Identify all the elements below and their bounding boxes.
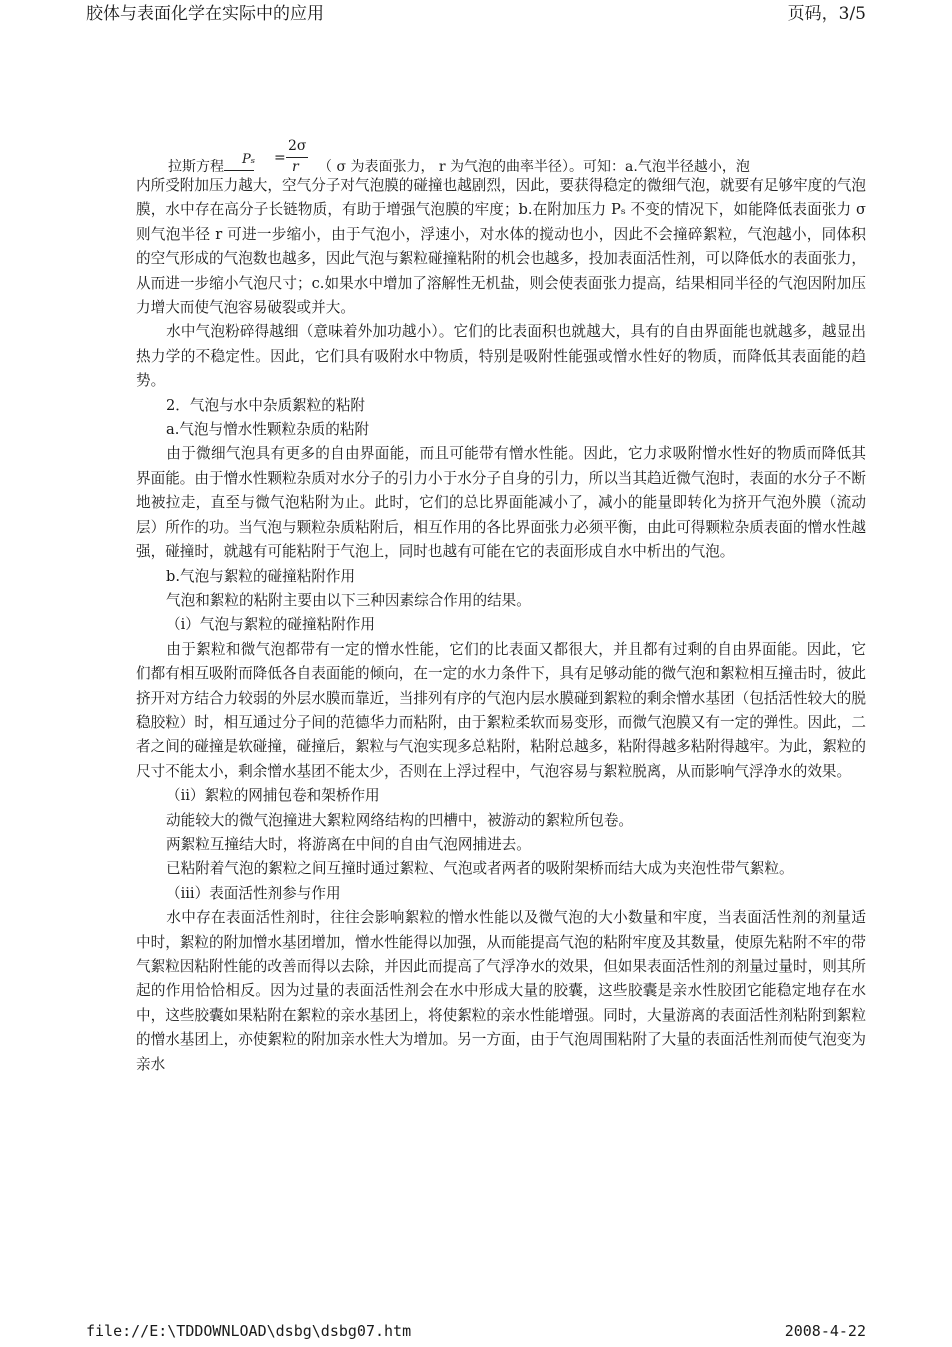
paragraph bbox=[136, 613, 866, 637]
formula-ps: Pₛ bbox=[242, 152, 256, 167]
article-body bbox=[136, 136, 866, 1077]
paragraph-text: （ⅱ）絮粒的网捕包卷和架桥作用 bbox=[166, 787, 380, 805]
paragraph bbox=[136, 320, 866, 393]
formula-equals: = bbox=[274, 150, 286, 166]
paragraph-text: 内所受附加压力越大，空气分子对气泡膜的碰撞也越剧烈，因此，要获得稳定的微细气泡，就要有足够牢度的气泡膜，水中存在高分子长链物质，有助于增强气泡膜的牢度；b.在附加压力 Pₛ 不变的情况下，如能降低表面张力 σ 则气泡半径 r 可进一步缩小，由于气泡小，浮速小，对水体的搅动也小，因此不会撞碎絮粒，气泡越小，同体积的空气形成的气泡数也越多，因此气泡与絮粒碰撞粘附的机会也越多，投加表面活性剂，可以降低水的表面张力，从而进一步缩小气泡尺寸；c.如果水中增加了溶解性无机盐，则会使表面张力提高，结果相同半径的气泡因附加压力增大而使气泡容易破裂或并大。 bbox=[136, 177, 866, 317]
paragraph-list bbox=[136, 174, 866, 1077]
fraction-bar bbox=[286, 157, 308, 158]
paragraph-text: 两絮粒互撞结大时，将游离在中间的自由气泡网捕进去。 bbox=[166, 835, 531, 853]
paragraph bbox=[136, 833, 866, 857]
formula-line bbox=[136, 136, 866, 174]
formula-tail: （ σ 为表面张力， r 为气泡的曲率半径）。可知：a.气泡半径越小，泡 bbox=[318, 159, 750, 175]
paragraph-text: 2．气泡与水中杂质絮粒的粘附 bbox=[166, 396, 366, 414]
paragraph bbox=[136, 882, 866, 906]
paragraph-text: 水中存在表面活性剂时，往往会影响絮粒的憎水性能以及微气泡的大小数量和牢度，当表面活性剂的剂量适中时，絮粒的附加憎水基团增加，憎水性能得以加强，从而能提高气泡的粘附牢度及其数量，使原先粘附不牢的带气絮粒因粘附性能的改善而得以去除，并因此而提高了气浮净水的效果，但如果表面活性剂的剂量过量时，则其所起的作用恰恰相反。因为过量的表面活性剂会在水中形成大量的胶囊，这些胶囊是亲水性胶团它能稳定地存在水中，这些胶囊如果粘附在絮粒的亲水基团上，将使絮粒的亲水性能增强。同时，大量游离的表面活性剂粘附到絮粒的憎水基团上，亦使絮粒的附加亲水性大为增加。另一方面，由于气泡周围粘附了大量的表面活性剂而使气泡变为亲水 bbox=[136, 909, 866, 1073]
paragraph-text: 由于絮粒和微气泡都带有一定的憎水性能，它们的比表面又都很大，并且都有过剩的自由界面能。因此，它们都有相互吸附而降低各自表面能的倾向，在一定的水力条件下，具有足够动能的微气泡和絮粒相互撞击时，彼此挤开对方结合力较弱的外层水膜而靠近，当排列有序的气泡内层水膜碰到絮粒的剩余憎水基团（包括活性较大的脱稳胶粒）时，相互通过分子间的范德华力而粘附，由于絮粒柔软而易变形，而微气泡膜又有一定的弹性。因此，二者之间的碰撞是软碰撞，碰撞后，絮粒与气泡实现多总粘附，粘附总越多，粘附得越多粘附得越牢。为此，絮粒的尺寸不能太小，剩余憎水基团不能太少，否则在上浮过程中，气泡容易与絮粒脱离，从而影响气浮净水的效果。 bbox=[136, 640, 866, 780]
laplace-formula bbox=[242, 138, 314, 174]
paragraph-text: （iii）表面活性剂参与作用 bbox=[166, 884, 341, 902]
paragraph bbox=[136, 394, 866, 418]
page-number: 页码，3/5 bbox=[787, 4, 866, 24]
document-title: 胶体与表面化学在实际中的应用 bbox=[86, 4, 324, 24]
paragraph-text: 水中气泡粉碎得越细（意味着外加功越小）。它们的比表面积也就越大，具有的自由界面能也就越多，越显出热力学的不稳定性。因此，它们具有吸附水中物质，特别是吸附性能强或憎水性好的物质，而降低其表面能的趋势。 bbox=[136, 323, 866, 390]
page-header bbox=[86, 2, 866, 26]
paragraph bbox=[136, 784, 866, 808]
paragraph bbox=[136, 174, 866, 320]
page-footer bbox=[86, 1322, 866, 1344]
paragraph-text: 由于微细气泡具有更多的自由界面能，而且可能带有憎水性能。因此，它力求吸附憎水性好的物质而降低其界面能。由于憎水性颗粒杂质对水分子的引力小于水分子自身的引力，所以当其趋近微气泡时，表面的水分子不断地被拉走，直至与微气泡粘附为止。此时，它们的总比界面能减小了，减小的能量即转化为挤开气泡外膜（流动层）所作的功。当气泡与颗粒杂质粘附后，相互作用的各比界面张力必须平衡，由此可得颗粒杂质表面的憎水性越强，碰撞时，就越有可能粘附于气泡上，同时也越有可能在它的表面形成自水中析出的气泡。 bbox=[136, 445, 866, 561]
formula-numerator: 2σ bbox=[288, 138, 307, 154]
paragraph-text: 动能较大的微气泡撞进大絮粒网络结构的凹槽中，被游动的絮粒所包卷。 bbox=[166, 811, 634, 829]
paragraph bbox=[136, 857, 866, 881]
paragraph-text: b.气泡与絮粒的碰撞粘附作用 bbox=[166, 567, 356, 585]
print-date: 2008-4-22 bbox=[784, 1322, 866, 1340]
paragraph bbox=[136, 809, 866, 833]
paragraph bbox=[136, 589, 866, 613]
paragraph-text: （ⅰ）气泡与絮粒的碰撞粘附作用 bbox=[166, 616, 375, 634]
formula-denominator: r bbox=[292, 159, 299, 175]
paragraph bbox=[136, 638, 866, 784]
paragraph-text: 已粘附着气泡的絮粒之间互撞时通过絮粒、气泡或者两者的吸附架桥而结大成为夹泡性带气絮粒。 bbox=[166, 860, 794, 878]
paragraph-text: 气泡和絮粒的粘附主要由以下三种因素综合作用的结果。 bbox=[166, 591, 531, 609]
paragraph bbox=[136, 565, 866, 589]
paragraph bbox=[136, 442, 866, 564]
formula-lead: 拉斯方程 bbox=[168, 156, 254, 176]
file-path: file://E:\TDDOWNLOAD\dsbg\dsbg07.htm bbox=[86, 1322, 412, 1340]
paragraph bbox=[136, 906, 866, 1077]
paragraph bbox=[136, 418, 866, 442]
paragraph-text: a.气泡与憎水性颗粒杂质的粘附 bbox=[166, 421, 370, 439]
